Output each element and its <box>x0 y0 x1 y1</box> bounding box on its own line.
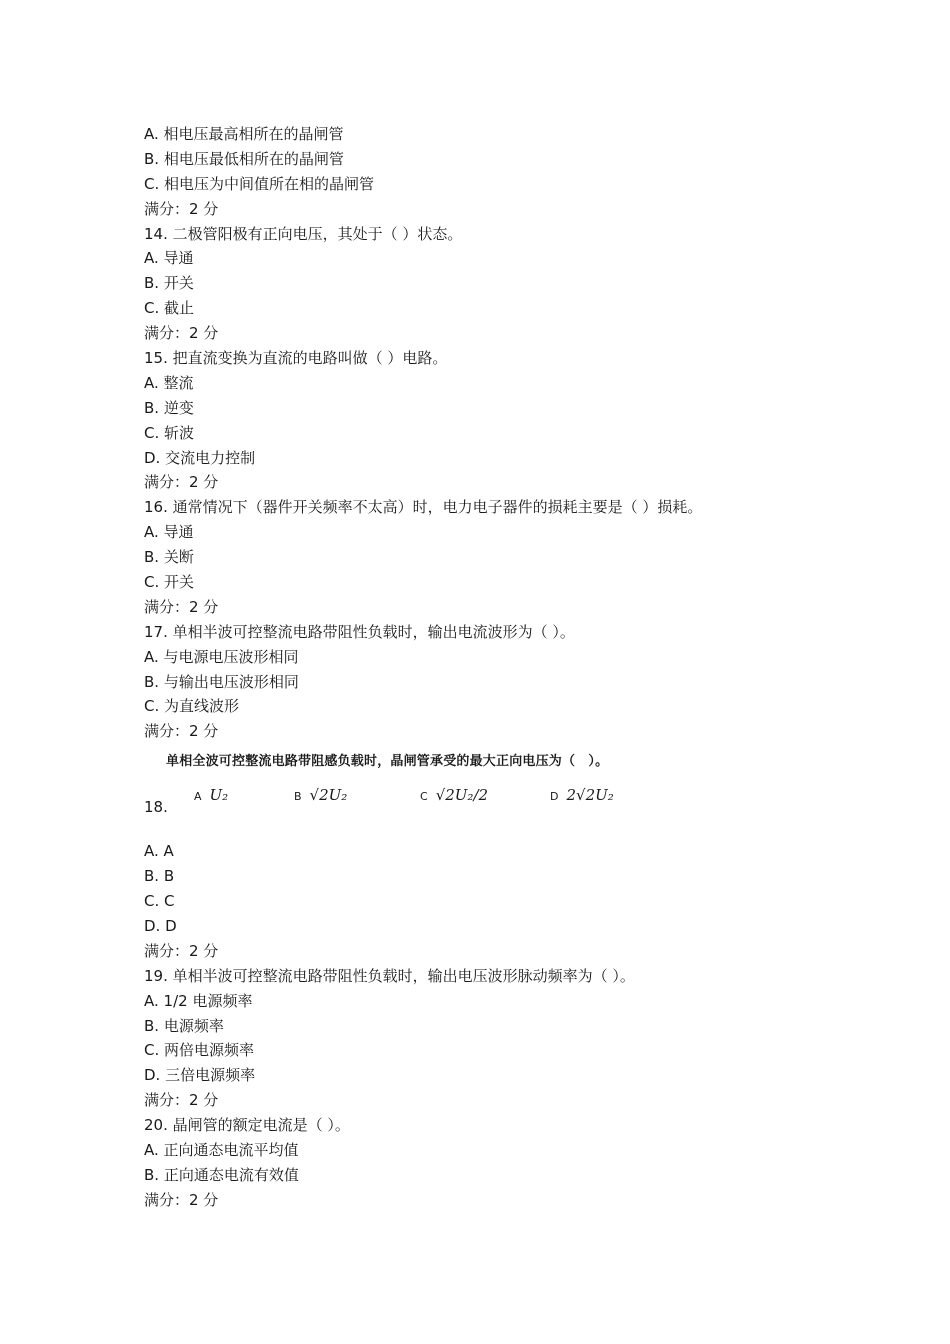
score-line: 满分：2 分 <box>144 722 219 741</box>
question-line: 20. 晶闸管的额定电流是（ ）。 <box>144 1116 350 1135</box>
document-page <box>144 122 844 1213</box>
text-line: C. 相电压为中间值所在相的晶闸管 <box>144 174 375 193</box>
score-line: 满分：2 分 <box>144 324 219 343</box>
option-line: A. 正向通态电流平均值 <box>144 1140 299 1159</box>
question-18-figure-block <box>144 744 844 839</box>
score-line: 满分：2 分 <box>144 1091 219 1110</box>
option-line: C. 为直线波形 <box>144 697 240 716</box>
option-line: C. 两倍电源频率 <box>144 1041 255 1060</box>
option-line: C. 截止 <box>144 299 195 318</box>
question-line: 17. 单相半波可控整流电路带阻性负载时，输出电流波形为（ ）。 <box>144 622 575 641</box>
score-line: 满分：2 分 <box>144 473 219 492</box>
option-line: A. 导通 <box>144 523 194 542</box>
formula-option-b: B √2U₂ <box>294 786 348 805</box>
formula-option-a: A U₂ <box>194 786 229 805</box>
option-line: A. 导通 <box>144 249 194 268</box>
option-line: C. C <box>144 892 175 911</box>
figure-caption: 单相全波可控整流电路带阻感负载时，晶闸管承受的最大正向电压为（ ）。 <box>166 754 609 770</box>
option-line: A. 与电源电压波形相同 <box>144 647 299 666</box>
question-line: 19. 单相半波可控整流电路带阻性负载时，输出电压波形脉动频率为（ ）。 <box>144 966 635 985</box>
figure-formula-options <box>194 786 674 812</box>
option-line: B. 逆变 <box>144 398 194 417</box>
option-line: D. D <box>144 916 177 935</box>
option-line: C. 开关 <box>144 573 195 592</box>
formula-option-c: C √2U₂/2 <box>420 786 489 805</box>
option-line: D. 交流电力控制 <box>144 448 256 467</box>
score-line: 满分：2 分 <box>144 941 219 960</box>
option-line: B. 与输出电压波形相同 <box>144 672 299 691</box>
option-line: B. 关断 <box>144 548 194 567</box>
text-line: A. 相电压最高相所在的晶闸管 <box>144 125 344 143</box>
option-line: C. 斩波 <box>144 423 195 442</box>
option-line: D. 三倍电源频率 <box>144 1066 256 1085</box>
option-line: B. B <box>144 867 175 886</box>
formula-option-d: D 2√2U₂ <box>550 786 614 805</box>
option-line: A. 1/2 电源频率 <box>144 991 253 1010</box>
option-line: A. 整流 <box>144 373 194 392</box>
option-line: B. 开关 <box>144 274 194 293</box>
question-line: 14. 二极管阳极有正向电压，其处于（ ）状态。 <box>144 224 463 243</box>
question-number: 18. <box>144 798 168 817</box>
score-line: 满分：2 分 <box>144 597 219 616</box>
question-line: 15. 把直流变换为直流的电路叫做（ ）电路。 <box>144 349 448 368</box>
text-line: B. 相电压最低相所在的晶闸管 <box>144 149 344 168</box>
option-line: A. A <box>144 842 174 861</box>
score-line: 满分：2 分 <box>144 1190 219 1209</box>
question-line: 16. 通常情况下（器件开关频率不太高）时，电力电子器件的损耗主要是（ ）损耗。 <box>144 498 703 517</box>
option-line: B. 正向通态电流有效值 <box>144 1165 299 1184</box>
score-line: 满分：2 分 <box>144 199 219 218</box>
option-line: B. 电源频率 <box>144 1016 224 1035</box>
